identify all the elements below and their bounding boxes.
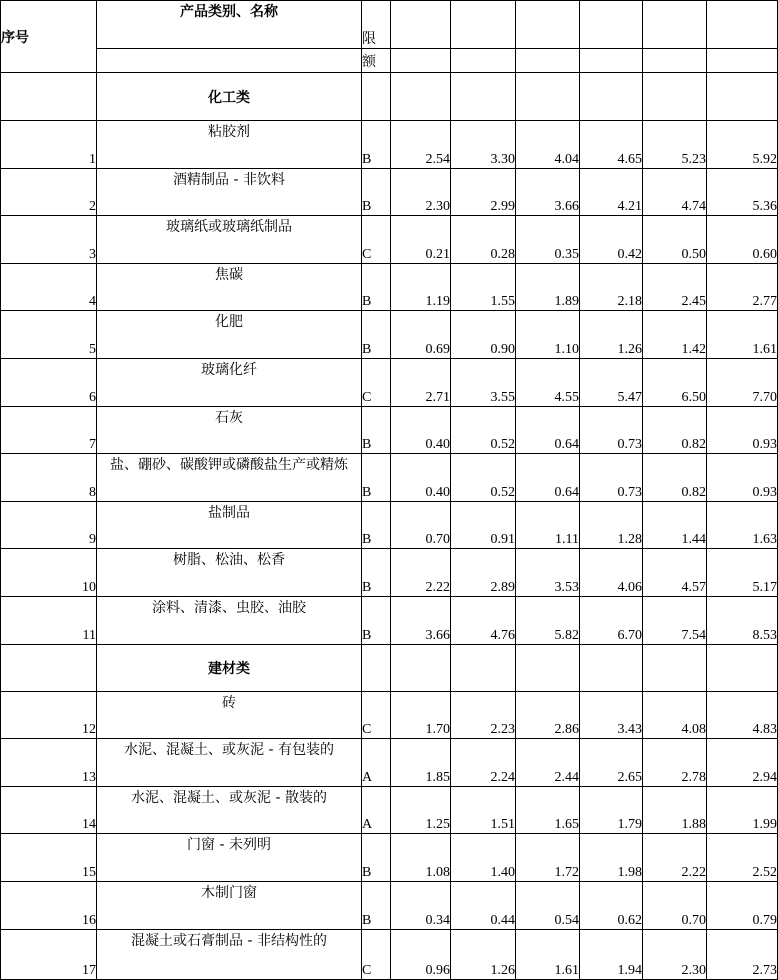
- rate-value: 2.73: [707, 929, 778, 979]
- rate-value: 2.22: [643, 834, 707, 882]
- row-number: 2: [1, 168, 97, 216]
- grade-letter: C: [362, 691, 391, 739]
- rate-value: 1.70: [391, 691, 451, 739]
- grade-letter: B: [362, 406, 391, 454]
- header-blank-cell: [391, 1, 451, 49]
- rate-value: 1.25: [391, 786, 451, 834]
- category-blank-cell: [391, 644, 451, 691]
- grade-letter: C: [362, 216, 391, 264]
- row-number: 5: [1, 311, 97, 359]
- category-blank-cell: [451, 644, 516, 691]
- table-row: [1, 454, 778, 502]
- grade-letter: B: [362, 881, 391, 929]
- row-number: 3: [1, 216, 97, 264]
- row-number: 13: [1, 739, 97, 787]
- header-serial-number: 序号: [1, 1, 97, 73]
- product-name: 涂料、清漆、虫胶、油胶: [97, 596, 362, 644]
- rate-value: 1.61: [707, 311, 778, 359]
- table-row: [1, 834, 778, 882]
- product-name: 门窗 - 未列明: [97, 834, 362, 882]
- grade-letter: B: [362, 549, 391, 597]
- category-row: [1, 644, 778, 691]
- grade-letter: B: [362, 834, 391, 882]
- product-name: 盐制品: [97, 501, 362, 549]
- rate-value: 0.40: [391, 406, 451, 454]
- rate-value: 4.83: [707, 691, 778, 739]
- rate-value: 8.53: [707, 596, 778, 644]
- rate-value: 0.69: [391, 311, 451, 359]
- header-subrow: [1, 49, 778, 73]
- row-number: 11: [1, 596, 97, 644]
- rate-value: 2.52: [707, 834, 778, 882]
- rate-value: 4.65: [580, 121, 643, 169]
- rate-value: 1.40: [451, 834, 516, 882]
- rate-value: 0.96: [391, 929, 451, 979]
- header-blank-cell: [580, 49, 643, 73]
- table-row: [1, 549, 778, 597]
- header-blank-cell: [391, 49, 451, 73]
- row-number: 6: [1, 358, 97, 406]
- rate-value: 1.51: [451, 786, 516, 834]
- rate-value: 2.86: [516, 691, 580, 739]
- row-number: 10: [1, 549, 97, 597]
- table-row: [1, 929, 778, 979]
- rate-value: 6.50: [643, 358, 707, 406]
- rate-value: 0.54: [516, 881, 580, 929]
- table-row: [1, 596, 778, 644]
- row-number: 8: [1, 454, 97, 502]
- table-row: [1, 358, 778, 406]
- grade-letter: B: [362, 501, 391, 549]
- header-blank-cell: [643, 49, 707, 73]
- rate-value: 1.72: [516, 834, 580, 882]
- rate-value: 0.44: [451, 881, 516, 929]
- row-number: 9: [1, 501, 97, 549]
- rate-value: 1.89: [516, 263, 580, 311]
- row-number: 14: [1, 786, 97, 834]
- header-product-category-name: 产品类别、名称: [97, 1, 362, 49]
- product-name: 水泥、混凝土、或灰泥 - 有包装的: [97, 739, 362, 787]
- rate-value: 2.99: [451, 168, 516, 216]
- rate-value: 4.76: [451, 596, 516, 644]
- product-name: 化肥: [97, 311, 362, 359]
- rate-value: 1.65: [516, 786, 580, 834]
- product-name: 木制门窗: [97, 881, 362, 929]
- grade-letter: C: [362, 358, 391, 406]
- grade-letter: B: [362, 121, 391, 169]
- rate-value: 5.82: [516, 596, 580, 644]
- rate-value: 1.28: [580, 501, 643, 549]
- rate-value: 0.60: [707, 216, 778, 264]
- rate-value: 5.23: [643, 121, 707, 169]
- category-blank-cell: [707, 644, 778, 691]
- category-blank-cell: [391, 73, 451, 121]
- header-blank-cell: [580, 1, 643, 49]
- rate-value: 1.88: [643, 786, 707, 834]
- rate-value: 2.65: [580, 739, 643, 787]
- category-blank-cell: [643, 73, 707, 121]
- header-row: [1, 1, 778, 49]
- table-row: [1, 263, 778, 311]
- rate-value: 0.91: [451, 501, 516, 549]
- category-blank-cell: [580, 644, 643, 691]
- rate-value: 2.18: [580, 263, 643, 311]
- product-name: 酒精制品 - 非饮料: [97, 168, 362, 216]
- rate-value: 2.78: [643, 739, 707, 787]
- category-title: 化工类: [97, 73, 362, 121]
- header-limit-bottom: 额: [362, 49, 391, 73]
- product-name: 石灰: [97, 406, 362, 454]
- category-blank-cell: [580, 73, 643, 121]
- rate-value: 2.30: [391, 168, 451, 216]
- table-row: [1, 406, 778, 454]
- rate-value: 5.92: [707, 121, 778, 169]
- product-name: 玻璃化纤: [97, 358, 362, 406]
- header-blank-cell: [516, 1, 580, 49]
- grade-letter: B: [362, 454, 391, 502]
- rate-value: 4.06: [580, 549, 643, 597]
- rate-value: 0.35: [516, 216, 580, 264]
- rate-value: 2.94: [707, 739, 778, 787]
- table-row: [1, 216, 778, 264]
- category-blank-cell: [451, 73, 516, 121]
- rate-value: 2.89: [451, 549, 516, 597]
- grade-letter: B: [362, 263, 391, 311]
- rate-value: 0.73: [580, 454, 643, 502]
- rate-value: 3.53: [516, 549, 580, 597]
- rate-value: 1.42: [643, 311, 707, 359]
- rate-value: 5.17: [707, 549, 778, 597]
- table-row: [1, 311, 778, 359]
- product-name: 玻璃纸或玻璃纸制品: [97, 216, 362, 264]
- row-number: 16: [1, 881, 97, 929]
- rate-value: 2.24: [451, 739, 516, 787]
- table-row: [1, 786, 778, 834]
- header-blank-cell: [707, 1, 778, 49]
- rate-value: 3.66: [391, 596, 451, 644]
- rate-value: 1.44: [643, 501, 707, 549]
- rate-value: 2.45: [643, 263, 707, 311]
- rate-value: 2.54: [391, 121, 451, 169]
- row-number: 7: [1, 406, 97, 454]
- row-number: 17: [1, 929, 97, 979]
- category-blank-cell: [362, 73, 391, 121]
- rate-value: 4.08: [643, 691, 707, 739]
- rate-value: 0.79: [707, 881, 778, 929]
- rate-value: 2.30: [643, 929, 707, 979]
- grade-letter: A: [362, 739, 391, 787]
- rate-value: 0.82: [643, 454, 707, 502]
- rate-value: 1.10: [516, 311, 580, 359]
- table-row: [1, 168, 778, 216]
- rate-value: 0.64: [516, 406, 580, 454]
- rate-value: 6.70: [580, 596, 643, 644]
- rate-value: 1.94: [580, 929, 643, 979]
- rate-value: 1.08: [391, 834, 451, 882]
- rate-value: 3.66: [516, 168, 580, 216]
- product-name: 粘胶剂: [97, 121, 362, 169]
- grade-letter: C: [362, 929, 391, 979]
- product-name: 盐、硼砂、碳酸钾或磷酸盐生产或精炼: [97, 454, 362, 502]
- rate-value: 1.11: [516, 501, 580, 549]
- rate-value: 4.57: [643, 549, 707, 597]
- header-blank-cell: [451, 49, 516, 73]
- rate-value: 0.93: [707, 406, 778, 454]
- rate-value: 5.47: [580, 358, 643, 406]
- rate-value: 1.19: [391, 263, 451, 311]
- category-blank-cell: [1, 73, 97, 121]
- grade-letter: B: [362, 596, 391, 644]
- rate-value: 0.90: [451, 311, 516, 359]
- rate-value: 2.71: [391, 358, 451, 406]
- rate-value: 2.44: [516, 739, 580, 787]
- rate-value: 1.85: [391, 739, 451, 787]
- rate-value: 0.52: [451, 454, 516, 502]
- row-number: 4: [1, 263, 97, 311]
- header-limit-top: 限: [362, 1, 391, 49]
- category-title: 建材类: [97, 644, 362, 691]
- rate-value: 0.70: [643, 881, 707, 929]
- header-blank-cell: [516, 49, 580, 73]
- rate-value: 1.98: [580, 834, 643, 882]
- table-row: [1, 501, 778, 549]
- rate-value: 0.62: [580, 881, 643, 929]
- product-name: 树脂、松油、松香: [97, 549, 362, 597]
- rate-value: 1.61: [516, 929, 580, 979]
- rate-value: 0.42: [580, 216, 643, 264]
- rate-value: 0.34: [391, 881, 451, 929]
- rate-value: 0.21: [391, 216, 451, 264]
- category-blank-cell: [516, 644, 580, 691]
- category-row: [1, 73, 778, 121]
- rate-value: 3.43: [580, 691, 643, 739]
- grade-letter: B: [362, 311, 391, 359]
- product-name: 混凝土或石膏制品 - 非结构性的: [97, 929, 362, 979]
- rate-value: 0.70: [391, 501, 451, 549]
- rate-value: 1.99: [707, 786, 778, 834]
- grade-letter: B: [362, 168, 391, 216]
- rate-value: 1.26: [451, 929, 516, 979]
- rate-value: 1.26: [580, 311, 643, 359]
- rate-value: 0.82: [643, 406, 707, 454]
- rate-value: 1.79: [580, 786, 643, 834]
- table-row: [1, 121, 778, 169]
- rate-value: 1.63: [707, 501, 778, 549]
- category-blank-cell: [643, 644, 707, 691]
- rate-value: 0.93: [707, 454, 778, 502]
- rate-value: 2.22: [391, 549, 451, 597]
- category-blank-cell: [1, 644, 97, 691]
- product-name: 水泥、混凝土、或灰泥 - 散装的: [97, 786, 362, 834]
- rate-value: 2.23: [451, 691, 516, 739]
- rate-value: 0.40: [391, 454, 451, 502]
- rate-value: 3.55: [451, 358, 516, 406]
- table-row: [1, 691, 778, 739]
- rate-value: 4.55: [516, 358, 580, 406]
- rate-value: 0.50: [643, 216, 707, 264]
- rate-value: 0.52: [451, 406, 516, 454]
- rate-value: 0.28: [451, 216, 516, 264]
- category-blank-cell: [707, 73, 778, 121]
- table-row: [1, 739, 778, 787]
- category-blank-cell: [516, 73, 580, 121]
- category-blank-cell: [362, 644, 391, 691]
- rate-value: 1.55: [451, 263, 516, 311]
- grade-letter: A: [362, 786, 391, 834]
- header-blank-cell: [707, 49, 778, 73]
- product-name: 砖: [97, 691, 362, 739]
- rate-value: 4.04: [516, 121, 580, 169]
- rate-value: 7.54: [643, 596, 707, 644]
- row-number: 1: [1, 121, 97, 169]
- rate-value: 0.64: [516, 454, 580, 502]
- rate-value: 4.21: [580, 168, 643, 216]
- table-row: [1, 881, 778, 929]
- product-name: 焦碳: [97, 263, 362, 311]
- header-blank-cell: [643, 1, 707, 49]
- rate-value: 4.74: [643, 168, 707, 216]
- rate-value: 0.73: [580, 406, 643, 454]
- rate-value: 7.70: [707, 358, 778, 406]
- row-number: 12: [1, 691, 97, 739]
- header-blank-cell: [97, 49, 362, 73]
- row-number: 15: [1, 834, 97, 882]
- header-blank-cell: [451, 1, 516, 49]
- rate-value: 3.30: [451, 121, 516, 169]
- rate-value: 5.36: [707, 168, 778, 216]
- rate-value: 2.77: [707, 263, 778, 311]
